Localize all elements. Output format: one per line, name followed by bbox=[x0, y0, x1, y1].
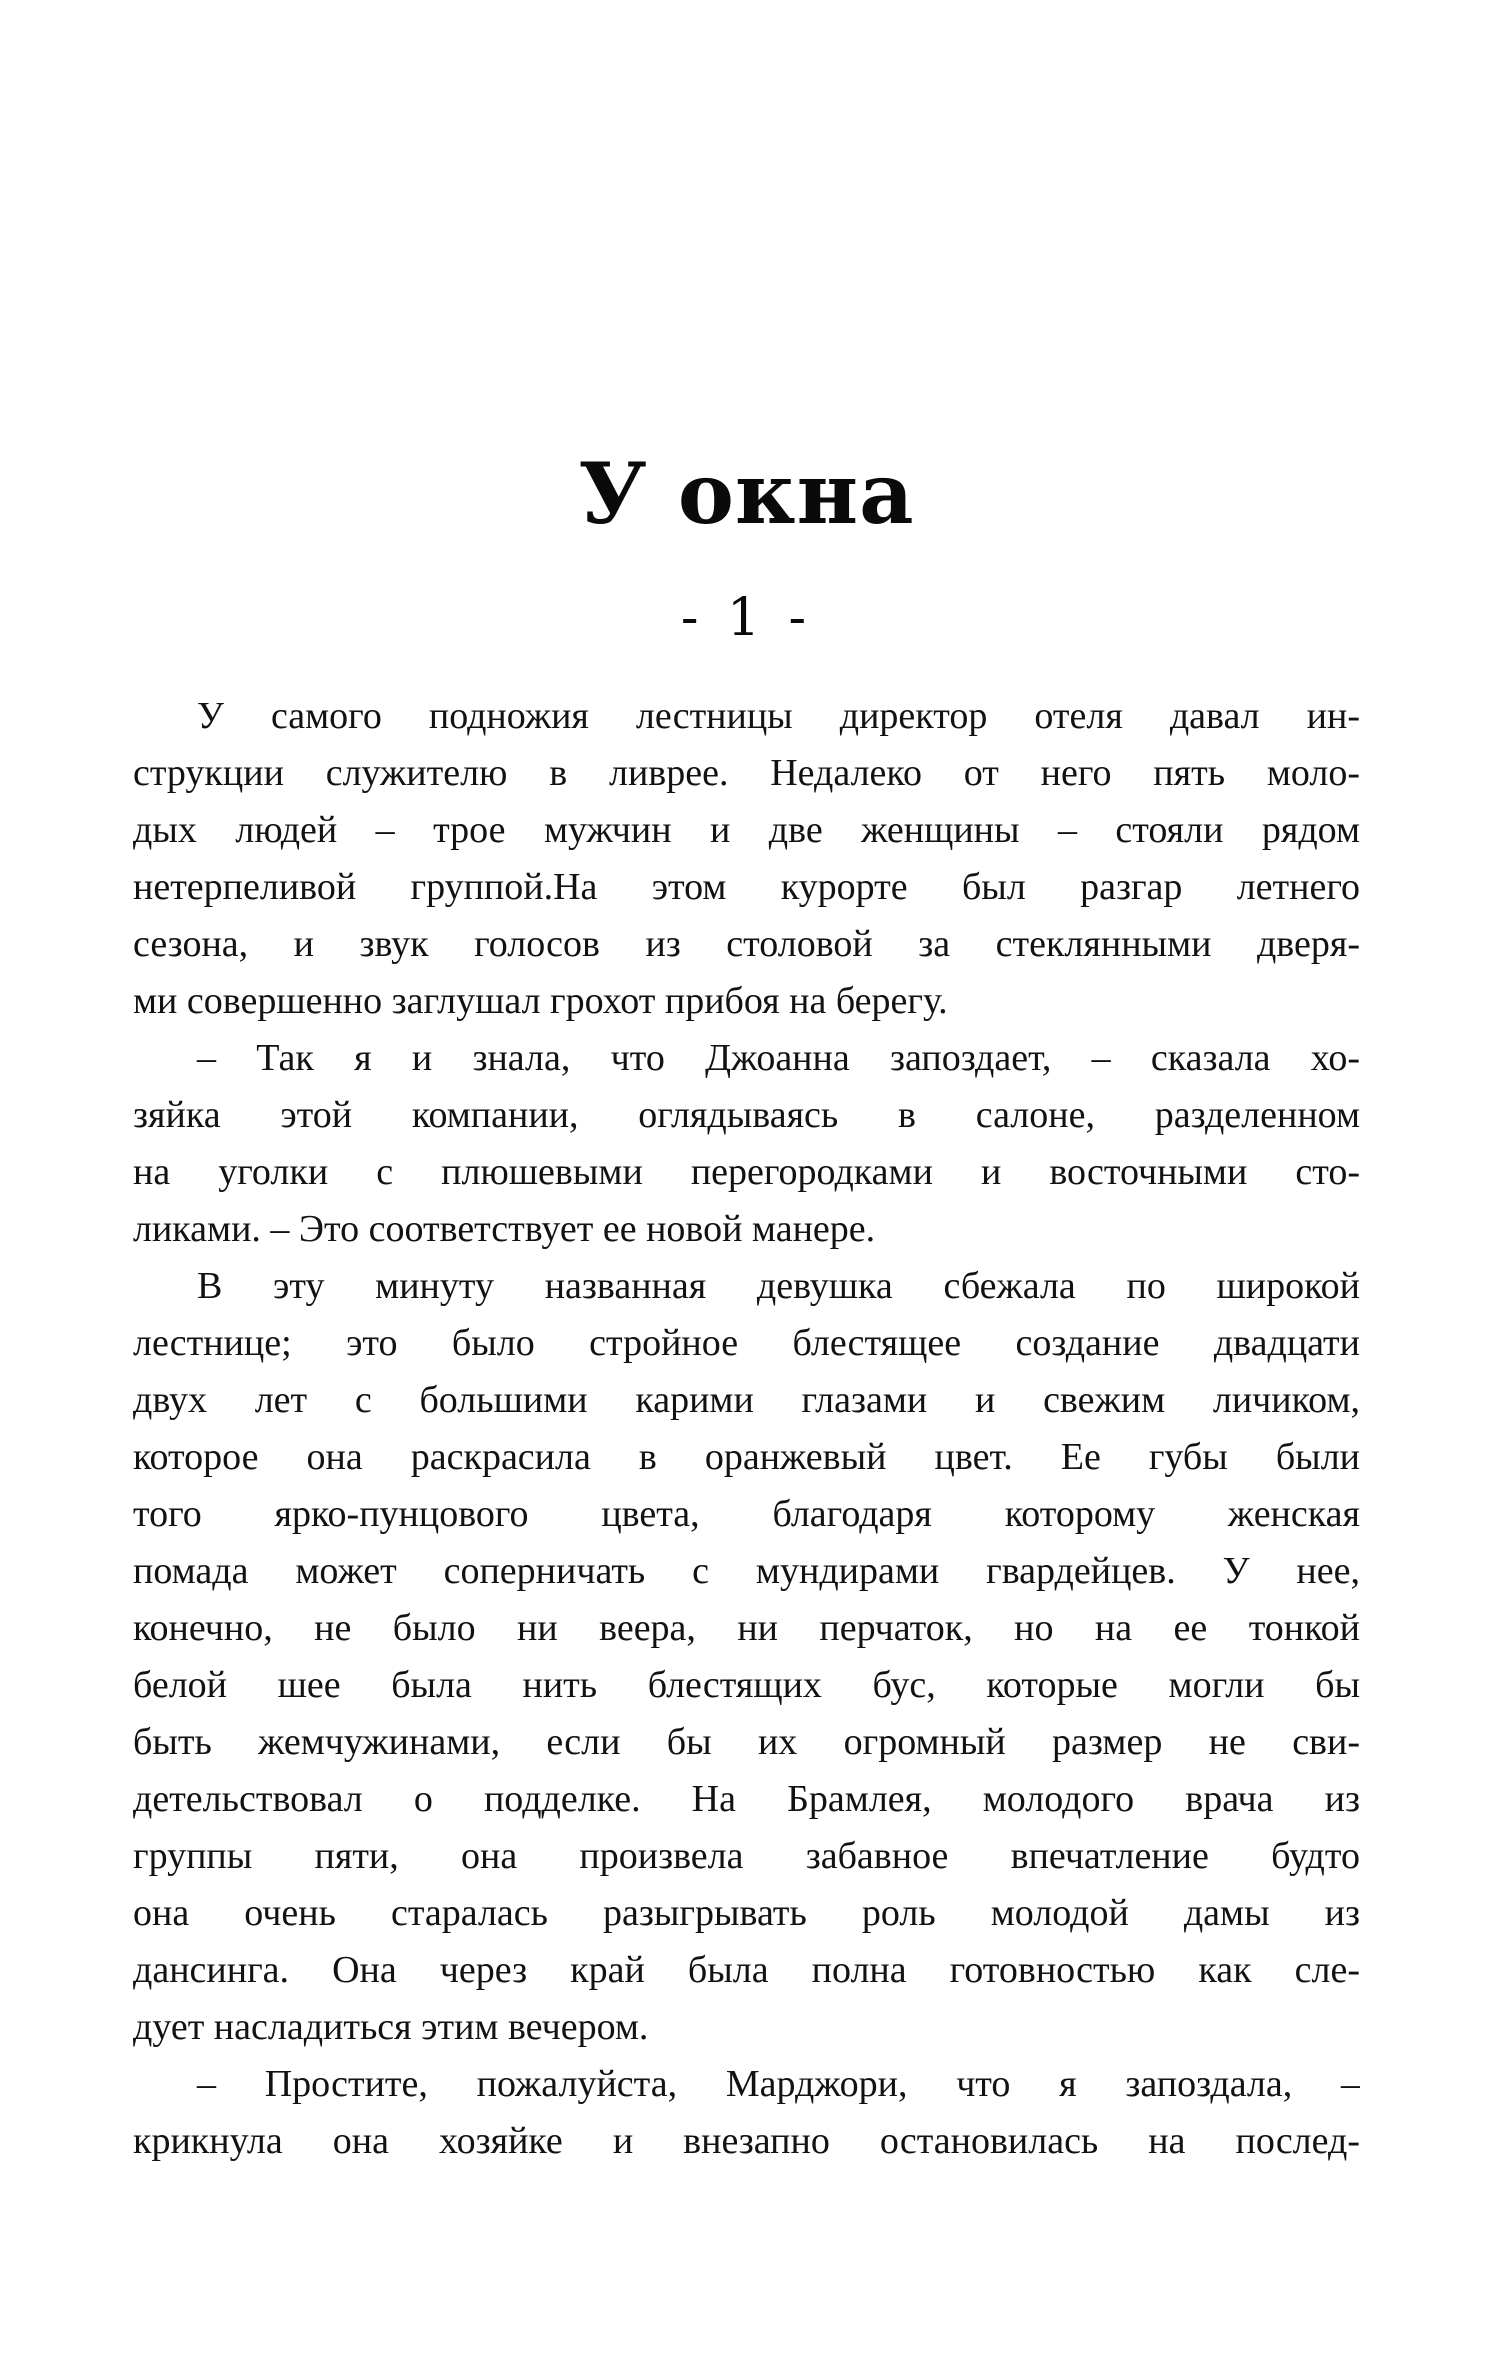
text-line: струкции служителю в ливрее. Недалеко от него пять моло- bbox=[133, 752, 1360, 794]
text-line: быть жемчужинами, если бы их огромный размер не сви- bbox=[133, 1721, 1360, 1763]
text-line: конечно, не было ни веера, ни перчаток, но на ее тонкой bbox=[133, 1607, 1360, 1649]
paragraph-2 bbox=[133, 1030, 1360, 1258]
text-line: двух лет с большими карими глазами и свежим личиком, bbox=[133, 1379, 1360, 1421]
text-line: В эту минуту названная девушка сбежала по широкой bbox=[197, 1265, 1360, 1307]
text-line: дых людей – трое мужчин и две женщины – стояли рядом bbox=[133, 809, 1360, 851]
text-line: лестнице; это было стройное блестящее создание двадцати bbox=[133, 1322, 1360, 1364]
paragraph-3 bbox=[133, 1258, 1360, 2056]
text-line: того ярко-пунцового цвета, благодаря которому женская bbox=[133, 1493, 1360, 1535]
text-line: группы пяти, она произвела забавное впечатление будто bbox=[133, 1835, 1360, 1877]
text-line: зяйка этой компании, оглядываясь в салоне, разделенном bbox=[133, 1094, 1360, 1136]
text-line: – Простите, пожалуйста, Марджори, что я запоздала, – bbox=[197, 2063, 1360, 2105]
text-line: ми совершенно заглушал грохот прибоя на берегу. bbox=[133, 980, 948, 1022]
text-line: ликами. – Это соответствует ее новой манере. bbox=[133, 1208, 876, 1250]
chapter-title: У окна bbox=[578, 444, 915, 543]
text-line: которое она раскрасила в оранжевый цвет. Ее губы были bbox=[133, 1436, 1360, 1478]
paragraph-1 bbox=[133, 688, 1360, 1030]
text-line: дует насладиться этим вечером. bbox=[133, 2006, 649, 2048]
text-line: нетерпеливой группой.На этом курорте был разгар летнего bbox=[133, 866, 1360, 908]
text-line: детельствовал о подделке. На Брамлея, молодого врача из bbox=[133, 1778, 1360, 1820]
text-line: помада может соперничать с мундирами гвардейцев. У нее, bbox=[133, 1550, 1360, 1592]
text-line: – Так я и знала, что Джоанна запоздает, – сказала хо- bbox=[197, 1037, 1360, 1079]
paragraph-4 bbox=[133, 2056, 1360, 2170]
text-line: сезона, и звук голосов из столовой за стеклянными дверя- bbox=[133, 923, 1360, 965]
text-block bbox=[133, 688, 1360, 2170]
text-line: на уголки с плюшевыми перегородками и восточными сто- bbox=[133, 1151, 1360, 1193]
text-line: дансинга. Она через край была полна готовностью как сле- bbox=[133, 1949, 1360, 1991]
section-number: - 1 - bbox=[680, 588, 813, 648]
text-line: белой шее была нить блестящих бус, которые могли бы bbox=[133, 1664, 1360, 1706]
text-line: крикнула она хозяйке и внезапно остановилась на послед- bbox=[133, 2120, 1360, 2162]
text-line: У самого подножия лестницы директор отеля давал ин- bbox=[197, 695, 1360, 737]
text-line: она очень старалась разыгрывать роль молодой дамы из bbox=[133, 1892, 1360, 1934]
